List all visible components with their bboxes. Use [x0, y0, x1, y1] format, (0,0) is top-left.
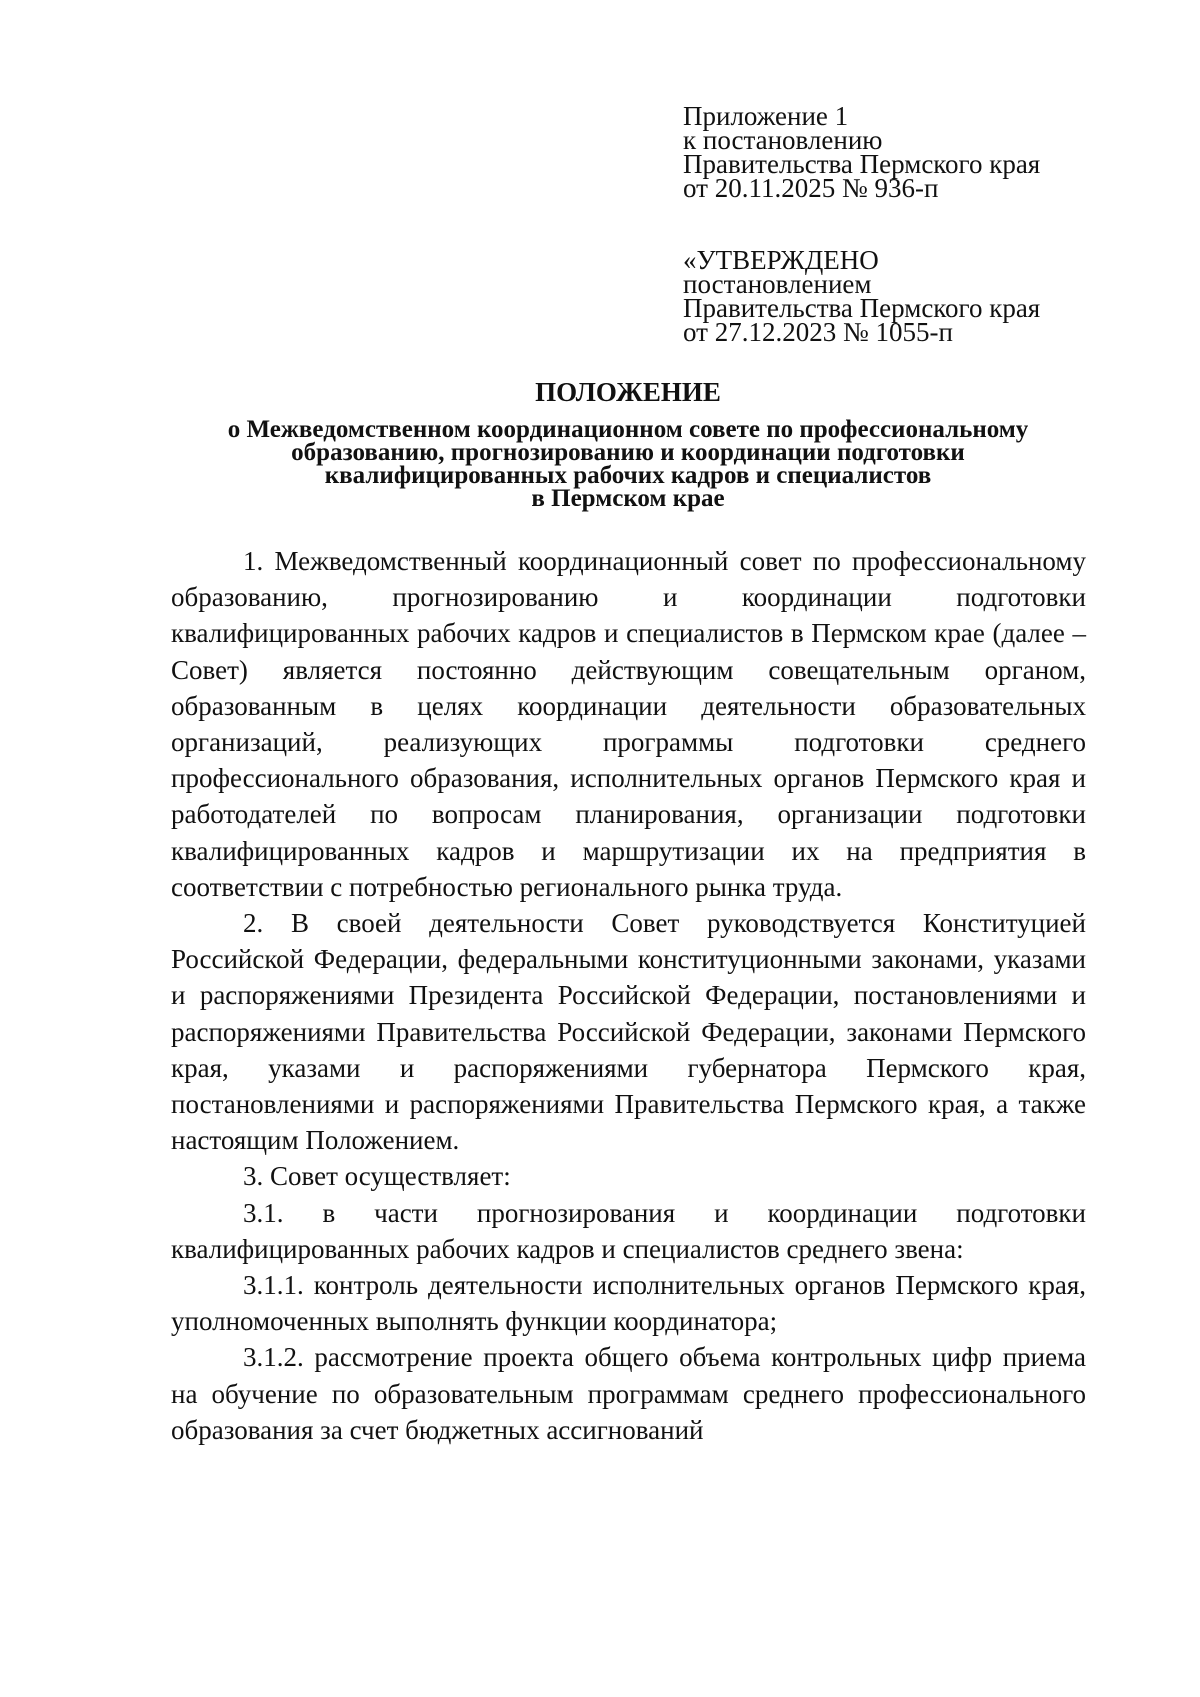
- document-subtitle: [170, 418, 1086, 510]
- subtitle-line-1: о Межведомственном координационном совете по профессиональному: [227, 416, 1029, 443]
- approval-stamp-text: [683, 245, 1103, 347]
- document-body: [171, 543, 1086, 1448]
- paragraph-3-1-2: 3.1.2. рассмотрение проекта общего объема контрольных цифр приема на обучение по образовательным программам среднего профессионального образования за счет бюджетных ассигнований: [171, 1342, 1086, 1445]
- approved-line-1: «УТВЕРЖДЕНО: [683, 245, 879, 275]
- approved-line-4: от 27.12.2023 № 1055-п: [683, 317, 953, 347]
- appendix-line-2: к постановлению: [683, 125, 883, 155]
- appendix-line-3: Правительства Пермского края: [683, 149, 1041, 179]
- document-title: ПОЛОЖЕНИЕ: [535, 377, 721, 407]
- appendix-header: [683, 101, 1103, 203]
- paragraph-3: 3. Совет осуществляет:: [243, 1161, 511, 1192]
- paragraph-1: 1. Межведомственный координационный совет по профессиональному образованию, прогнозированию и координации подготовки квалифицированных рабочих кадров и специалистов в Пермском крае (далее – Совет) является постоянно действующим совещательным органом, образованным в целях координации деятельности образовательных организаций, реализующих программы подготовки среднего профессионального образования, исполнительных органов Пермского края и работодателей по вопросам планирования, организации подготовки квалифицированных кадров и маршрутизации их на предприятия в соответствии с потребностью регионального рынка труда.: [171, 546, 1086, 902]
- paragraph-3-1-1: 3.1.1. контроль деятельности исполнительных органов Пермского края, уполномоченных выполнять функции координатора;: [171, 1270, 1086, 1337]
- appendix-line-4: от 20.11.2025 № 936-п: [683, 173, 939, 203]
- subtitle-line-3: квалифицированных рабочих кадров и специалистов: [324, 462, 932, 489]
- approved-line-2: постановлением: [683, 269, 872, 299]
- paragraph-3-1: 3.1. в части прогнозирования и координации подготовки квалифицированных рабочих кадров и специалистов среднего звена:: [171, 1197, 1086, 1264]
- subtitle-line-2: образованию, прогнозированию и координации подготовки: [291, 439, 965, 466]
- paragraph-2: 2. В своей деятельности Совет руководствуется Конституцией Российской Федерации, федеральными конституционными законами, указами и распоряжениями Президента Российской Федерации, постановлениями и распоряжениями Правительства Российской Федерации, законами Пермского края, указами и распоряжениями губернатора Пермского края, постановлениями и распоряжениями Правительства Пермского края, а также настоящим Положением.: [171, 908, 1086, 1156]
- subtitle-line-4: в Пермском крае: [531, 485, 725, 512]
- appendix-line-1: Приложение 1: [683, 101, 849, 131]
- approved-line-3: Правительства Пермского края: [683, 293, 1041, 323]
